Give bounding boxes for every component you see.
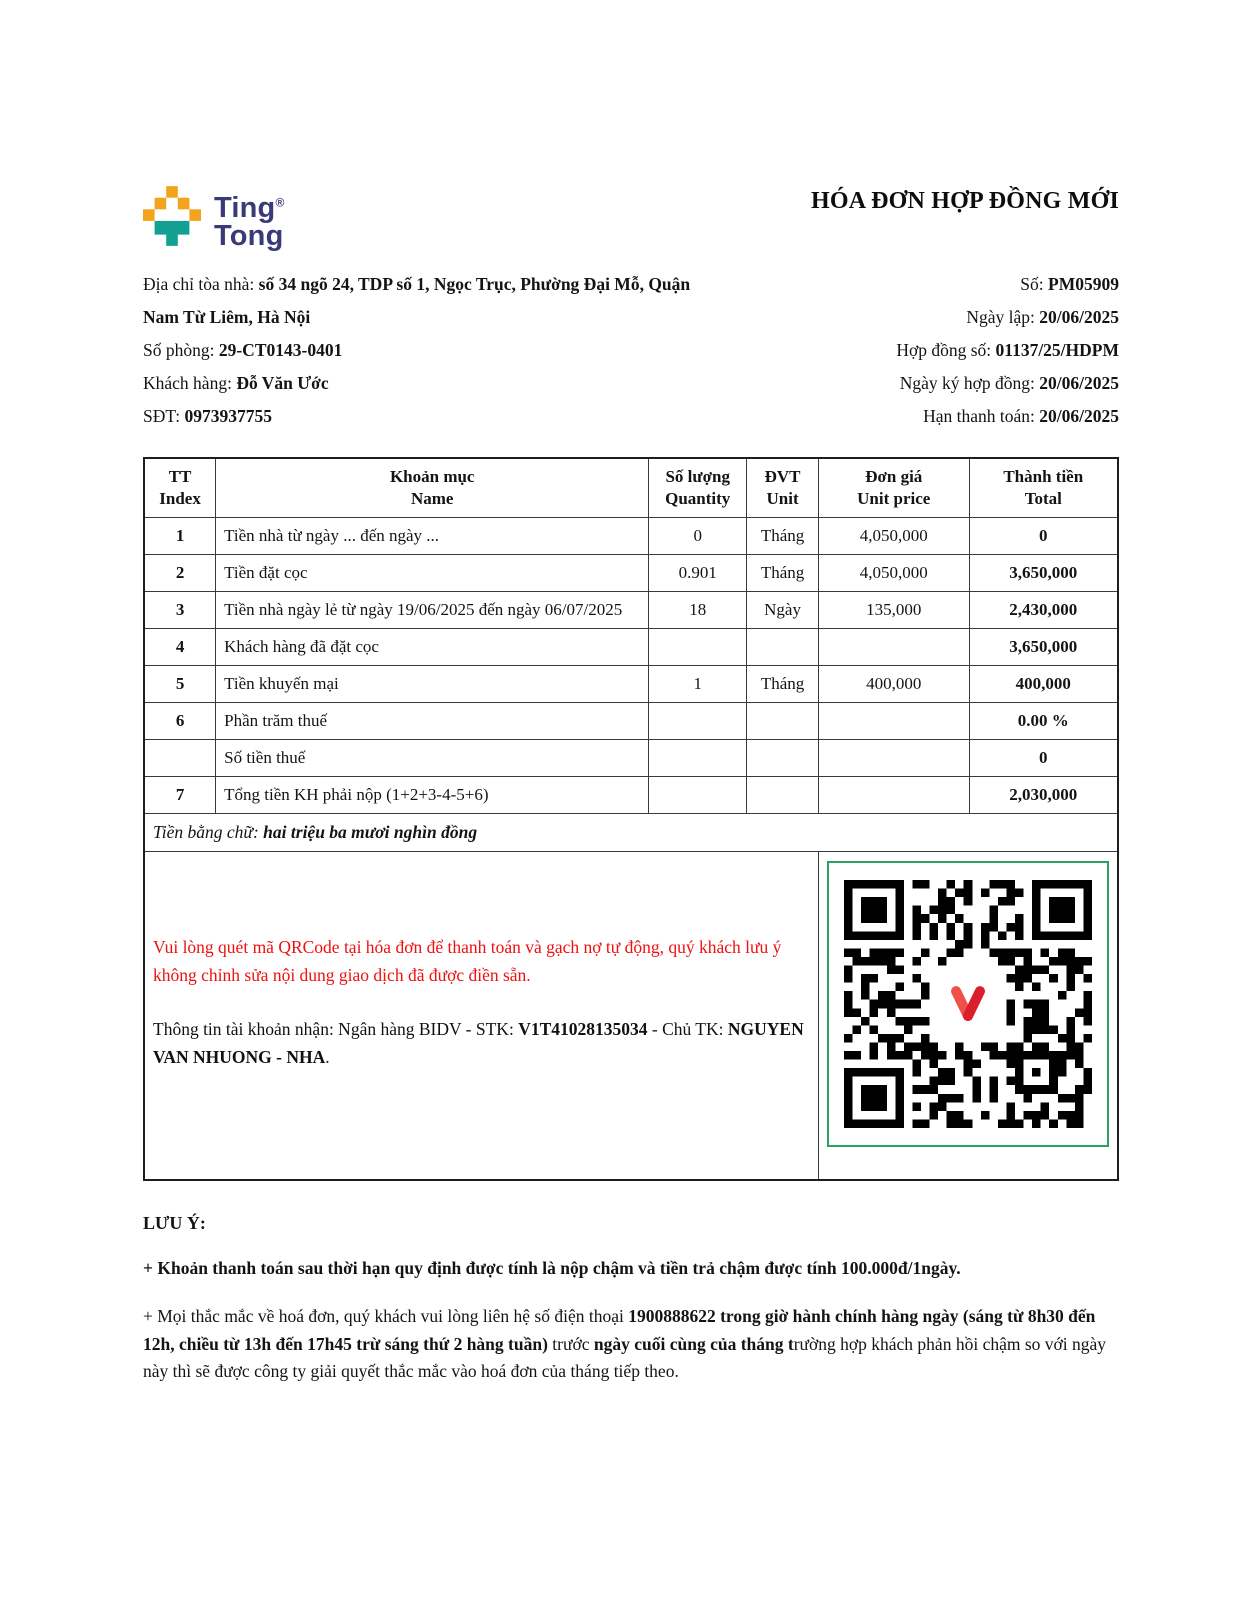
cell-qty bbox=[649, 629, 747, 666]
brand-name-top: Ting bbox=[214, 192, 276, 224]
text-segment: rường hợp khách phản hồi chậm so với ngày này thì sẽ được công ty giải quyết thắc mắc vào hoá đơn của tháng tiếp theo. bbox=[143, 1333, 1107, 1382]
cell-tt: 1 bbox=[144, 518, 216, 555]
table-row bbox=[144, 518, 1118, 555]
invoice-meta bbox=[691, 268, 1119, 433]
text-segment: hai triệu ba mươi nghìn đồng bbox=[263, 822, 478, 843]
vietqr-v-icon bbox=[937, 973, 999, 1035]
brand-name bbox=[214, 194, 285, 250]
cell-price bbox=[818, 629, 969, 666]
amount-in-words bbox=[144, 814, 1118, 852]
cell-price: 4,050,000 bbox=[818, 555, 969, 592]
cell-name: Tổng tiền KH phải nộp (1+2+3-4-5+6) bbox=[216, 777, 649, 814]
text-segment: Số: bbox=[1020, 274, 1049, 294]
tingtong-logo-icon bbox=[143, 186, 201, 246]
invoice-info bbox=[143, 268, 1119, 433]
cell-name: Số tiền thuế bbox=[216, 740, 649, 777]
text-segment: Thông tin tài khoản nhận: Ngân hàng BIDV - STK: bbox=[153, 1018, 519, 1039]
cell-unit: Tháng bbox=[747, 666, 819, 703]
table-row bbox=[144, 555, 1118, 592]
text-segment: PM05909 bbox=[1048, 274, 1119, 294]
meta-line bbox=[691, 334, 1119, 367]
column-header-label: Đơn giá bbox=[865, 467, 923, 486]
document-title: HÓA ĐƠN HỢP ĐỒNG MỚI bbox=[810, 188, 1119, 214]
column-header-label: Khoản mục bbox=[389, 467, 475, 486]
column-header-label: Quantity bbox=[665, 489, 731, 509]
cell-unit bbox=[747, 629, 819, 666]
bank-account-info bbox=[153, 1015, 810, 1071]
qr-warning-text: Vui lòng quét mã QRCode tại hóa đơn để thanh toán và gạch nợ tự động, quý khách lưu ý không chỉnh sửa nội dung giao dịch đã được điền sẵn. bbox=[153, 936, 782, 985]
column-header-label: Thành tiền bbox=[1003, 467, 1084, 486]
column-header-label: Số lượng bbox=[665, 467, 730, 486]
cell-unit bbox=[747, 740, 819, 777]
cell-tt: 5 bbox=[144, 666, 216, 703]
cell-name: Tiền nhà từ ngày ... đến ngày ... bbox=[216, 518, 649, 555]
cell-total: 400,000 bbox=[969, 666, 1118, 703]
text-segment: V1T41028135034 bbox=[518, 1018, 648, 1039]
cell-total: 2,030,000 bbox=[969, 777, 1118, 814]
text-segment: ngày cuối cùng của tháng t bbox=[593, 1333, 794, 1354]
text-segment: SĐT: bbox=[143, 406, 185, 426]
text-segment: + Khoản thanh toán sau thời hạn quy định được tính là nộp chậm và tiền trả chậm được tính 100.000đ/1ngày. bbox=[143, 1258, 961, 1279]
text-segment: NGUYEN VAN NHUONG - NHA bbox=[153, 1018, 804, 1067]
meta-line bbox=[691, 268, 1119, 301]
cell-price bbox=[818, 740, 969, 777]
cell-name: Tiền đặt cọc bbox=[216, 555, 649, 592]
cell-qty bbox=[649, 703, 747, 740]
column-header-label: ĐVT bbox=[764, 467, 801, 486]
column-header-label: Total bbox=[1024, 489, 1062, 509]
info-line bbox=[143, 268, 691, 334]
cell-unit bbox=[747, 777, 819, 814]
note-paragraph-1 bbox=[143, 1255, 1119, 1282]
text-segment: Số phòng: bbox=[143, 340, 219, 360]
cell-total: 3,650,000 bbox=[969, 629, 1118, 666]
meta-line bbox=[691, 367, 1119, 400]
cell-tt: 3 bbox=[144, 592, 216, 629]
text-segment: 29-CT0143-0401 bbox=[218, 340, 343, 360]
cell-total: 2,430,000 bbox=[969, 592, 1118, 629]
cell-qty bbox=[649, 740, 747, 777]
text-segment: Ngày lập: bbox=[966, 307, 1040, 327]
cell-tt bbox=[144, 740, 216, 777]
cell-qty: 18 bbox=[649, 592, 747, 629]
text-segment: 0973937755 bbox=[184, 406, 272, 426]
cell-tt: 6 bbox=[144, 703, 216, 740]
column-header bbox=[144, 458, 216, 518]
text-segment: Hạn thanh toán: bbox=[923, 406, 1040, 426]
brand-name-bottom: Tong bbox=[214, 220, 284, 252]
items-table bbox=[143, 457, 1119, 1181]
meta-line bbox=[691, 400, 1119, 433]
text-segment: Ngày ký hợp đồng: bbox=[899, 373, 1040, 393]
info-line bbox=[143, 400, 691, 433]
payment-instructions bbox=[153, 933, 810, 1071]
cell-name: Tiền nhà ngày lẻ từ ngày 19/06/2025 đến ngày 06/07/2025 bbox=[216, 592, 649, 629]
text-segment: 20/06/2025 bbox=[1039, 307, 1119, 327]
qr-code-frame bbox=[827, 861, 1109, 1147]
cell-price bbox=[818, 703, 969, 740]
cell-price: 400,000 bbox=[818, 666, 969, 703]
cell-total: 0 bbox=[969, 518, 1118, 555]
meta-line bbox=[691, 301, 1119, 334]
cell-qty: 0 bbox=[649, 518, 747, 555]
text-segment: Hợp đồng số: bbox=[896, 340, 996, 360]
text-segment: 20/06/2025 bbox=[1039, 373, 1119, 393]
note-paragraph-2 bbox=[143, 1303, 1119, 1385]
table-footer bbox=[144, 814, 1118, 1181]
cell-total: 0.00 % bbox=[969, 703, 1118, 740]
cell-tt: 2 bbox=[144, 555, 216, 592]
cell-name: Phần trăm thuế bbox=[216, 703, 649, 740]
table-row bbox=[144, 629, 1118, 666]
text-segment: 20/06/2025 bbox=[1039, 406, 1119, 426]
cell-unit: Tháng bbox=[747, 555, 819, 592]
text-segment: Tiền bằng chữ: bbox=[153, 822, 264, 843]
table-row bbox=[144, 666, 1118, 703]
cell-total: 0 bbox=[969, 740, 1118, 777]
brand-logo bbox=[143, 186, 285, 250]
notes-heading: LƯU Ý: bbox=[143, 1213, 206, 1234]
cell-price: 4,050,000 bbox=[818, 518, 969, 555]
payment-instructions-cell bbox=[144, 852, 818, 1181]
notes-section bbox=[143, 1213, 1119, 1385]
cell-price bbox=[818, 777, 969, 814]
column-header bbox=[649, 458, 747, 518]
text-segment: Địa chỉ tòa nhà: bbox=[143, 274, 259, 294]
text-segment: Khách hàng: bbox=[143, 373, 237, 393]
text-segment: + Mọi thắc mắc về hoá đơn, quý khách vui lòng liên hệ số điện thoại bbox=[143, 1306, 629, 1327]
column-header-label: Unit price bbox=[857, 489, 931, 509]
header-row bbox=[144, 458, 1118, 518]
cell-name: Tiền khuyến mại bbox=[216, 666, 649, 703]
table-row bbox=[144, 592, 1118, 629]
cell-qty bbox=[649, 777, 747, 814]
cell-price: 135,000 bbox=[818, 592, 969, 629]
header bbox=[143, 172, 1119, 250]
table-row bbox=[144, 740, 1118, 777]
amount-in-words-row bbox=[144, 814, 1118, 852]
cell-unit bbox=[747, 703, 819, 740]
cell-tt: 4 bbox=[144, 629, 216, 666]
registered-mark: ® bbox=[275, 195, 285, 210]
text-segment: . bbox=[325, 1046, 330, 1067]
info-line bbox=[143, 334, 691, 367]
table-head bbox=[144, 458, 1118, 518]
text-segment: Đỗ Văn Ước bbox=[236, 373, 329, 393]
cell-unit: Ngày bbox=[747, 592, 819, 629]
column-header-label: Name bbox=[410, 489, 454, 509]
cell-qty: 0.901 bbox=[649, 555, 747, 592]
text-segment: 1900888622 trong giờ hành chính hàng ngày (sáng từ 8h30 đến 12h, chiều từ 13h đến 17h45 trừ sáng thứ 2 hàng tuần) bbox=[143, 1306, 1096, 1354]
table-row bbox=[144, 777, 1118, 814]
column-header bbox=[969, 458, 1118, 518]
qr-cell bbox=[818, 852, 1118, 1181]
column-header bbox=[818, 458, 969, 518]
text-segment: 01137/25/HDPM bbox=[995, 340, 1119, 360]
text-segment: trước bbox=[547, 1333, 594, 1354]
column-header-label: Unit bbox=[766, 489, 799, 509]
table-body bbox=[144, 518, 1118, 814]
info-line bbox=[143, 367, 691, 400]
column-header-label: TT bbox=[168, 467, 192, 486]
table-row bbox=[144, 703, 1118, 740]
cell-total: 3,650,000 bbox=[969, 555, 1118, 592]
customer-info bbox=[143, 268, 691, 433]
cell-tt: 7 bbox=[144, 777, 216, 814]
column-header bbox=[216, 458, 649, 518]
text-segment: số 34 ngõ 24, TDP số 1, Ngọc Trục, Phường Đại Mỗ, Quận Nam Từ Liêm, Hà Nội bbox=[143, 274, 691, 327]
cell-name: Khách hàng đã đặt cọc bbox=[216, 629, 649, 666]
cell-qty: 1 bbox=[649, 666, 747, 703]
column-header-label: Index bbox=[159, 489, 201, 509]
text-segment: - Chủ TK: bbox=[647, 1018, 728, 1039]
payment-row bbox=[144, 852, 1118, 1181]
cell-unit: Tháng bbox=[747, 518, 819, 555]
column-header bbox=[747, 458, 819, 518]
